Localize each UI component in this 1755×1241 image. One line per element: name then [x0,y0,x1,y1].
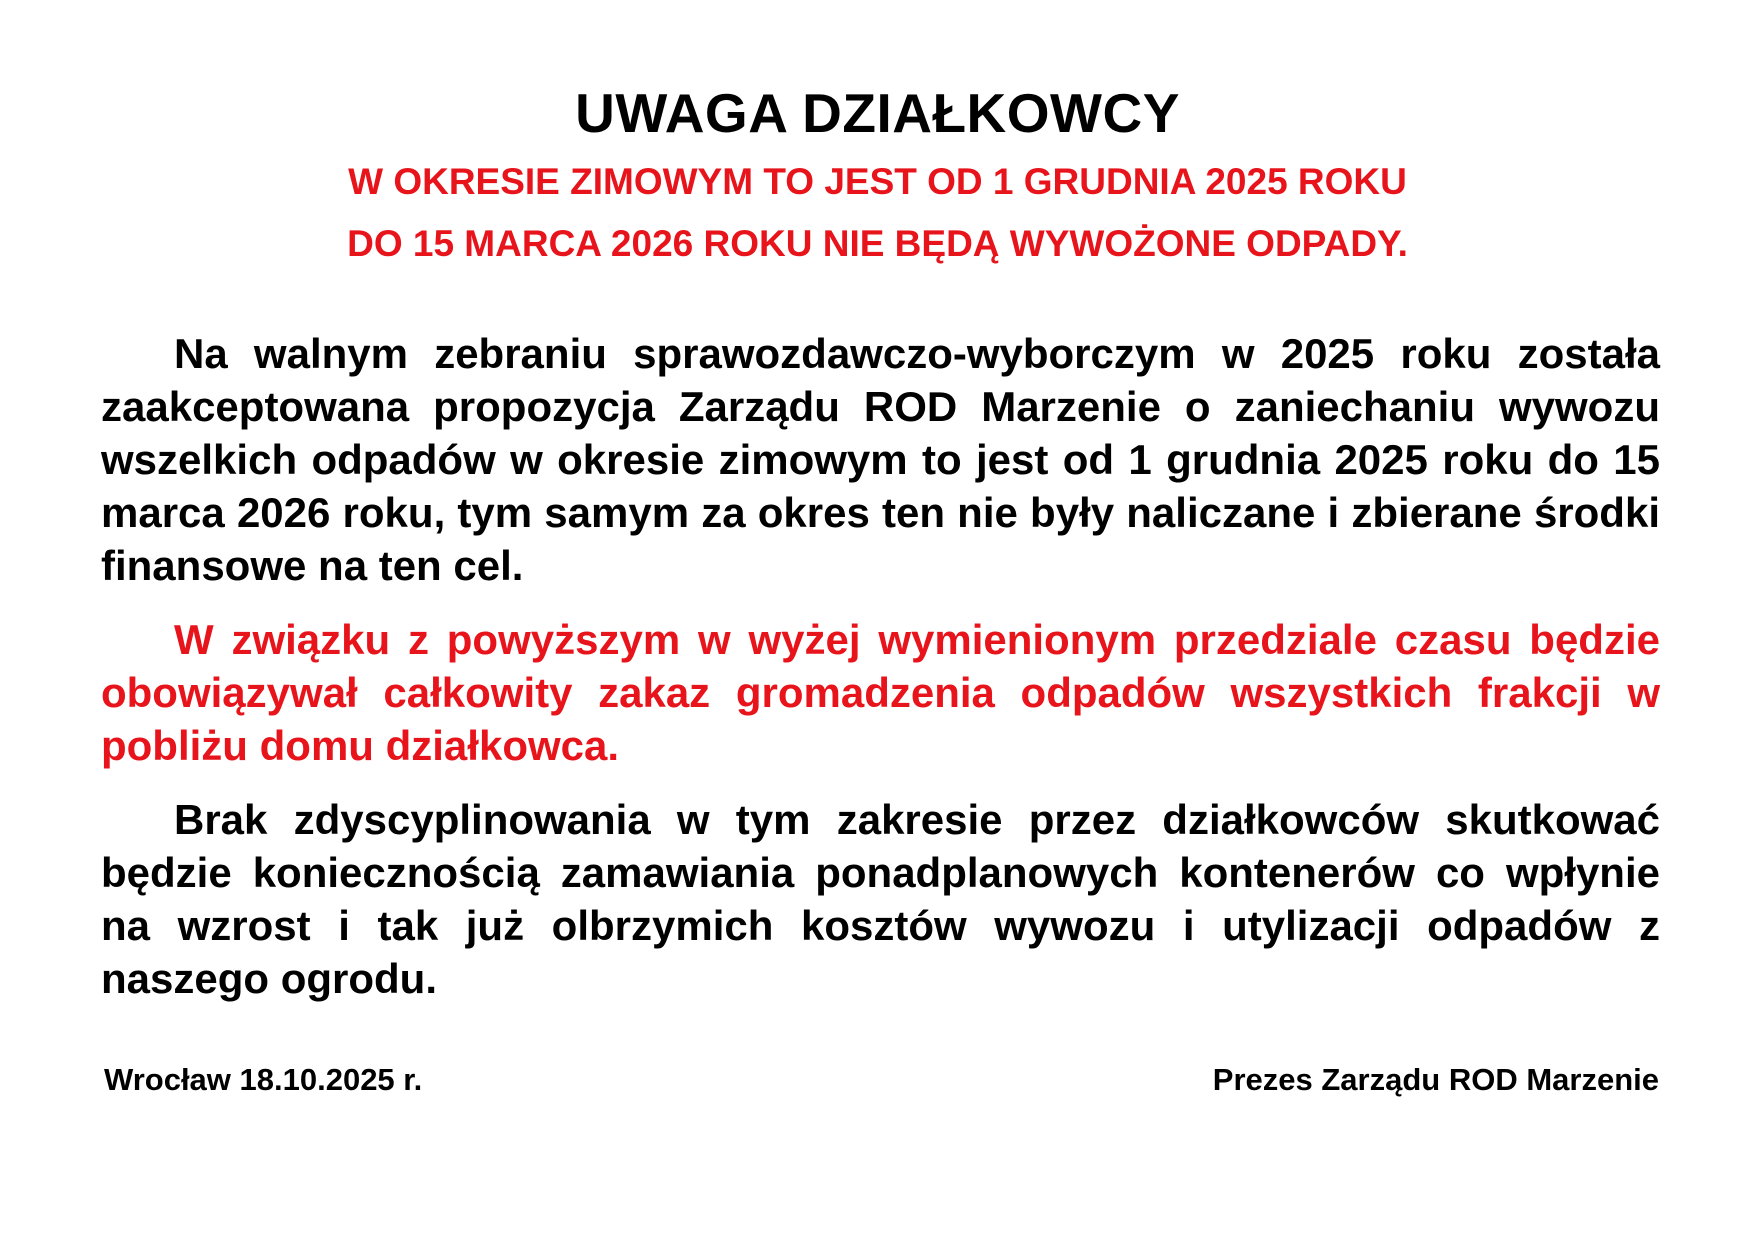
notice-body [101,327,1660,1005]
body-paragraph-1: Na walnym zebraniu sprawozdawczo-wyborczym w 2025 roku została zaakceptowana propozycja Zarządu ROD Marzenie o zaniechaniu wywozu wszelkich odpadów w okresie zimowym to jest od 1 grudnia 2025 roku do 15 marca 2026 roku, tym samym za okres ten nie były naliczane i zbierane środki finansowe na ten cel. [101,330,1660,589]
notice-subtitle-line-1: W OKRESIE ZIMOWYM TO JEST OD 1 GRUDNIA 2025 ROKU [348,161,1407,202]
notice-title: UWAGA DZIAŁKOWCY [575,82,1180,144]
place-and-date: Wrocław 18.10.2025 r. [104,1062,423,1097]
body-paragraph-3: Brak zdyscyplinowania w tym zakresie przez działkowców skutkować będzie koniecznością zamawiania ponadplanowych kontenerów co wpłynie na wzrost i tak już olbrzymich kosztów wywozu i utylizacji odpadów z naszego ogrodu. [101,796,1660,1002]
notice-subtitle-line-2: DO 15 MARCA 2026 ROKU NIE BĘDĄ WYWOŻONE ODPADY. [347,223,1408,264]
body-paragraph-2-warning: W związku z powyższym w wyżej wymienionym przedziale czasu będzie obowiązywał całkowity zakaz gromadzenia odpadów wszystkich frakcji w pobliżu domu działkowca. [101,616,1660,769]
signature-title: Prezes Zarządu ROD Marzenie [1212,1062,1659,1097]
